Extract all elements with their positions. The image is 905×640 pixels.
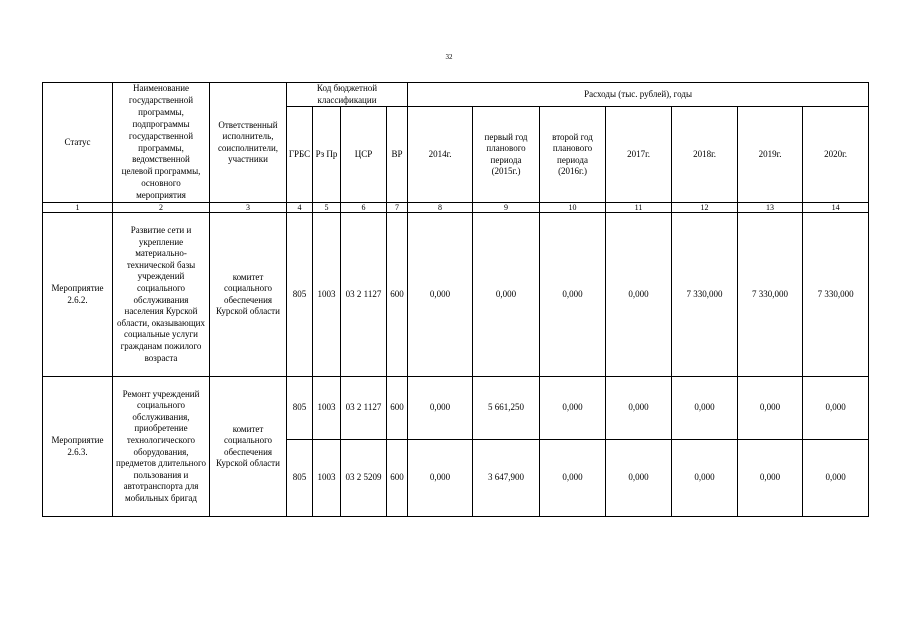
cell-grbs: 805 [287,213,313,377]
row-name: Развитие сети и укрепление материально- технической базы учреждений социального обслуживания населения Курской области, оказывающих социальные услуги гражданам пожилого возраста [113,213,210,377]
header-name: Наименование государственной программы, подпрограммы государственной программы, ведомственной целевой программы, основного мероприятия [113,83,210,203]
row-responsible: комитет социального обеспечения Курской области [210,213,287,377]
cell-2017: 0,000 [606,213,672,377]
column-number: 14 [803,203,869,213]
cell-2016: 0,000 [540,213,606,377]
header-budget-code: Код бюджетной классификации [287,83,408,107]
cell-2019: 7 330,000 [738,213,803,377]
cell-2020: 0,000 [803,440,869,517]
column-number: 10 [540,203,606,213]
header-year-2015: первый год планового периода (2015г.) [473,107,540,203]
cell-grbs: 805 [287,377,313,440]
column-number: 7 [387,203,408,213]
cell-2019: 0,000 [738,377,803,440]
column-number: 6 [341,203,387,213]
row-status: Мероприятие 2.6.3. [43,377,113,517]
cell-grbs: 805 [287,440,313,517]
cell-vr: 600 [387,377,408,440]
cell-2017: 0,000 [606,377,672,440]
cell-csr: 03 2 1127 [341,213,387,377]
header-responsible: Ответственный исполнитель, соисполнители, участники [210,83,287,203]
column-number: 5 [313,203,341,213]
header-year-2018: 2018г. [672,107,738,203]
cell-2015: 0,000 [473,213,540,377]
cell-2014: 0,000 [408,377,473,440]
cell-2017: 0,000 [606,440,672,517]
cell-2018: 7 330,000 [672,213,738,377]
header-expenses: Расходы (тыс. рублей), годы [408,83,869,107]
cell-2020: 7 330,000 [803,213,869,377]
row-name: Ремонт учреждений социального обслуживания, приобретение технологического оборудования, предметов длительного пользования и автотранспорта для мобильных бригад [113,377,210,517]
column-number: 8 [408,203,473,213]
header-grbs: ГРБС [287,107,313,203]
table-row [43,377,869,440]
cell-2015: 5 661,250 [473,377,540,440]
header-row-groups [43,83,869,107]
cell-2016: 0,000 [540,440,606,517]
header-year-2017: 2017г. [606,107,672,203]
cell-rzpr: 1003 [313,440,341,517]
cell-2014: 0,000 [408,213,473,377]
header-vr: ВР [387,107,408,203]
column-number: 4 [287,203,313,213]
column-number: 3 [210,203,287,213]
header-rzpr: Рз Пр [313,107,341,203]
budget-table [42,82,869,517]
cell-rzpr: 1003 [313,213,341,377]
cell-rzpr: 1003 [313,377,341,440]
cell-vr: 600 [387,213,408,377]
header-year-2016: второй год планового периода (2016г.) [540,107,606,203]
cell-2015: 3 647,900 [473,440,540,517]
header-year-2019: 2019г. [738,107,803,203]
column-number: 9 [473,203,540,213]
page-number: 32 [445,53,453,61]
cell-csr: 03 2 5209 [341,440,387,517]
cell-2020: 0,000 [803,377,869,440]
cell-csr: 03 2 1127 [341,377,387,440]
cell-2018: 0,000 [672,377,738,440]
column-number-row [43,203,869,213]
header-status: Статус [43,83,113,203]
column-number: 11 [606,203,672,213]
column-number: 2 [113,203,210,213]
cell-vr: 600 [387,440,408,517]
cell-2018: 0,000 [672,440,738,517]
column-number: 12 [672,203,738,213]
column-number: 13 [738,203,803,213]
header-csr: ЦСР [341,107,387,203]
table-row [43,213,869,377]
cell-2016: 0,000 [540,377,606,440]
row-responsible: комитет социального обеспечения Курской области [210,377,287,517]
row-status: Мероприятие 2.6.2. [43,213,113,377]
column-number: 1 [43,203,113,213]
cell-2014: 0,000 [408,440,473,517]
header-year-2014: 2014г. [408,107,473,203]
header-year-2020: 2020г. [803,107,869,203]
cell-2019: 0,000 [738,440,803,517]
